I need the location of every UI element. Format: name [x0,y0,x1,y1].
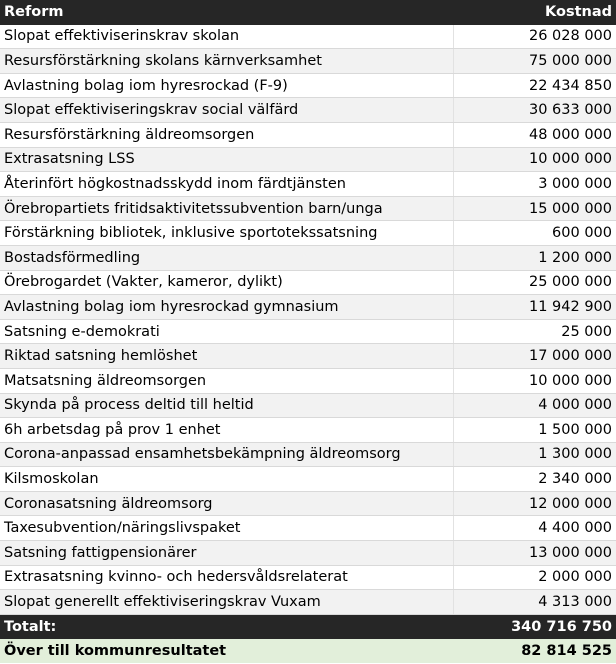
reform-cell: 6h arbetsdag på prov 1 enhet [0,418,453,443]
table-row [0,245,616,270]
cost-cell: 17 000 000 [453,344,616,369]
cost-cell: 4 313 000 [453,590,616,615]
table-row [0,393,616,418]
cost-cell: 1 500 000 [453,418,616,443]
result-cost: 82 814 525 [453,639,616,663]
cost-cell: 3 000 000 [453,172,616,197]
cost-cell: 2 340 000 [453,467,616,492]
table-row [0,24,616,49]
table-row [0,147,616,172]
cost-cell: 48 000 000 [453,122,616,147]
table-header-row [0,0,616,24]
cost-cell: 600 000 [453,221,616,246]
cost-cell: 15 000 000 [453,196,616,221]
table-body [0,24,616,614]
reform-cell: Taxesubvention/näringslivspaket [0,516,453,541]
table-row [0,491,616,516]
table-row [0,418,616,443]
reform-cell: Slopat effektiviserinskrav skolan [0,24,453,49]
cost-cell: 4 400 000 [453,516,616,541]
cost-cell: 4 000 000 [453,393,616,418]
table-row [0,442,616,467]
reform-cell: Bostadsförmedling [0,245,453,270]
reform-cell: Slopat effektiviseringskrav social välfärd [0,98,453,123]
reform-cell: Avlastning bolag iom hyresrockad gymnasium [0,295,453,320]
result-label: Över till kommunresultatet [0,639,453,663]
reform-cell: Örebropartiets fritidsaktivitetssubvention barn/unga [0,196,453,221]
reform-cell: Avlastning bolag iom hyresrockad (F-9) [0,73,453,98]
table-row [0,270,616,295]
reform-cell: Satsning fattigpensionärer [0,541,453,566]
table-row [0,319,616,344]
column-header-reform: Reform [0,0,453,24]
result-row [0,639,616,663]
table-row [0,344,616,369]
table-row [0,565,616,590]
cost-cell: 26 028 000 [453,24,616,49]
cost-cell: 25 000 [453,319,616,344]
table-row [0,541,616,566]
total-row [0,614,616,639]
table-row [0,172,616,197]
cost-cell: 25 000 000 [453,270,616,295]
reform-cell: Extrasatsning kvinno- och hedersvåldsrelaterat [0,565,453,590]
table-row [0,73,616,98]
table-row [0,516,616,541]
column-header-cost: Kostnad [453,0,616,24]
reform-cell: Slopat generellt effektiviseringskrav Vuxam [0,590,453,615]
table-row [0,590,616,615]
table-row [0,467,616,492]
cost-cell: 1 200 000 [453,245,616,270]
table-row [0,368,616,393]
cost-cell: 22 434 850 [453,73,616,98]
cost-cell: 75 000 000 [453,49,616,74]
cost-cell: 10 000 000 [453,368,616,393]
table-row [0,221,616,246]
reform-cell: Förstärkning bibliotek, inklusive sportotekssatsning [0,221,453,246]
reform-cell: Corona-anpassad ensamhetsbekämpning äldreomsorg [0,442,453,467]
table-row [0,196,616,221]
reform-cell: Återinfört högkostnadsskydd inom färdtjänsten [0,172,453,197]
reform-cell: Matsatsning äldreomsorgen [0,368,453,393]
cost-cell: 13 000 000 [453,541,616,566]
cost-cell: 30 633 000 [453,98,616,123]
reform-cell: Riktad satsning hemlöshet [0,344,453,369]
table-row [0,98,616,123]
reform-cell: Resursförstärkning skolans kärnverksamhet [0,49,453,74]
cost-cell: 12 000 000 [453,491,616,516]
table-row [0,49,616,74]
cost-cell: 1 300 000 [453,442,616,467]
reform-cell: Kilsmoskolan [0,467,453,492]
table-row [0,122,616,147]
reform-cell: Extrasatsning LSS [0,147,453,172]
total-label: Totalt: [0,614,453,639]
reform-cell: Satsning e-demokrati [0,319,453,344]
cost-cell: 2 000 000 [453,565,616,590]
reform-cell: Örebrogardet (Vakter, kameror, dylikt) [0,270,453,295]
cost-cell: 11 942 900 [453,295,616,320]
total-cost: 340 716 750 [453,614,616,639]
reform-cell: Resursförstärkning äldreomsorgen [0,122,453,147]
reform-cell: Coronasatsning äldreomsorg [0,491,453,516]
reform-cell: Skynda på process deltid till heltid [0,393,453,418]
cost-cell: 10 000 000 [453,147,616,172]
table-row [0,295,616,320]
